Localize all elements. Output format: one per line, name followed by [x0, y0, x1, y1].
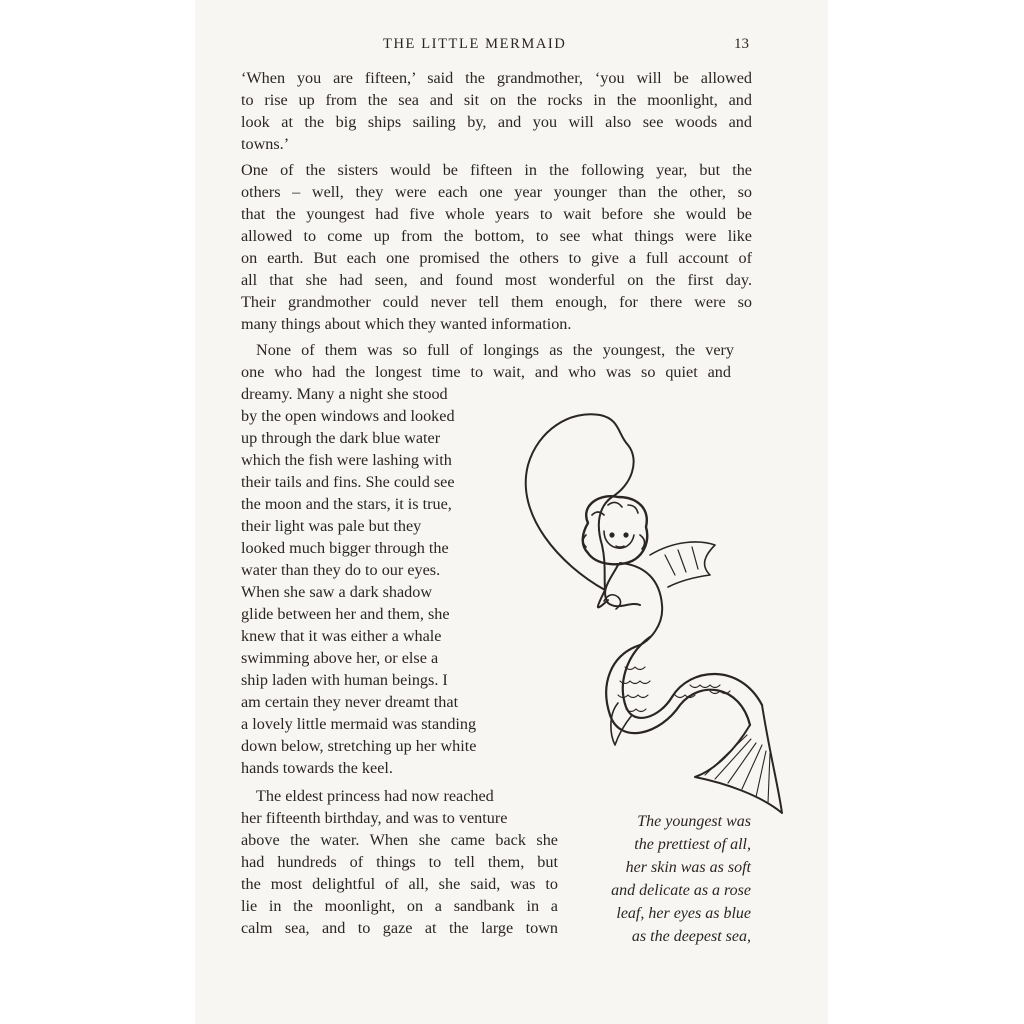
text-line-12: many things about which they wanted information. [241, 315, 572, 333]
text-line-9: on earth. But each one promised the others to give a full account of [241, 249, 752, 267]
text-line-25: glide between her and them, she [241, 605, 450, 623]
text-line-5: One of the sisters would be fifteen in the following year, but the [241, 161, 752, 179]
text-line-20: the moon and the stars, it is true, [241, 495, 452, 513]
text-line-16: by the open windows and looked [241, 407, 455, 425]
caption-line-2: the prettiest of all, [634, 836, 751, 853]
text-line-7: that the youngest had five whole years to wait before she would be [241, 205, 752, 223]
text-line-31: down below, stretching up her white [241, 737, 477, 755]
caption-line-1: The youngest was [637, 813, 751, 830]
text-line-21: their light was pale but they [241, 517, 422, 535]
text-line-34: her fifteenth birthday, and was to venture [241, 809, 508, 827]
text-line-15: dreamy. Many a night she stood [241, 385, 448, 403]
text-line-2: to rise up from the sea and sit on the rocks in the moonlight, and [241, 91, 752, 109]
running-header: THE LITTLE MERMAID [383, 36, 567, 52]
text-line-26: knew that it was either a whale [241, 627, 442, 645]
page-number: 13 [734, 36, 749, 52]
text-line-19: their tails and fins. She could see [241, 473, 455, 491]
caption-line-3: her skin was as soft [625, 859, 751, 876]
text-line-29: am certain they never dreamt that [241, 693, 459, 711]
text-line-24: When she saw a dark shadow [241, 583, 433, 601]
text-line-36: had hundreds of things to tell them, but [241, 853, 558, 871]
text-line-14: one who had the longest time to wait, and who was so quiet and [241, 363, 731, 381]
text-line-39: calm sea, and to gaze at the large town [241, 919, 558, 937]
text-line-30: a lovely little mermaid was standing [241, 715, 477, 733]
text-line-35: above the water. When she came back she [241, 831, 558, 849]
text-line-37: the most delightful of all, she said, was to [241, 875, 558, 893]
text-line-22: looked much bigger through the [241, 539, 449, 557]
text-line-18: which the fish were lashing with [241, 451, 452, 469]
text-line-4: towns.’ [241, 135, 290, 153]
mermaid-illustration [500, 405, 800, 825]
text-line-1: ‘When you are fifteen,’ said the grandmother, ‘you will be allowed [241, 69, 752, 87]
caption-line-4: and delicate as a rose [611, 882, 751, 899]
text-line-23: water than they do to our eyes. [241, 561, 441, 579]
text-line-33: The eldest princess had now reached [256, 787, 494, 805]
text-line-38: lie in the moonlight, on a sandbank in a [241, 897, 558, 915]
text-line-17: up through the dark blue water [241, 429, 441, 447]
text-line-6: others – well, they were each one year younger than the other, so [241, 183, 752, 201]
text-line-8: allowed to come up from the bottom, to see what things were like [241, 227, 752, 245]
text-line-13: None of them was so full of longings as the youngest, the very [256, 341, 734, 359]
text-line-3: look at the big ships sailing by, and you will also see woods and [241, 113, 752, 131]
text-line-28: ship laden with human beings. I [241, 671, 448, 689]
caption-line-6: as the deepest sea, [631, 928, 751, 945]
text-line-32: hands towards the keel. [241, 759, 393, 777]
text-line-11: Their grandmother could never tell them enough, for there were so [241, 293, 752, 311]
text-line-10: all that she had seen, and found most wonderful on the first day. [241, 271, 752, 289]
text-line-27: swimming above her, or else a [241, 649, 439, 667]
caption-line-5: leaf, her eyes as blue [616, 905, 751, 922]
